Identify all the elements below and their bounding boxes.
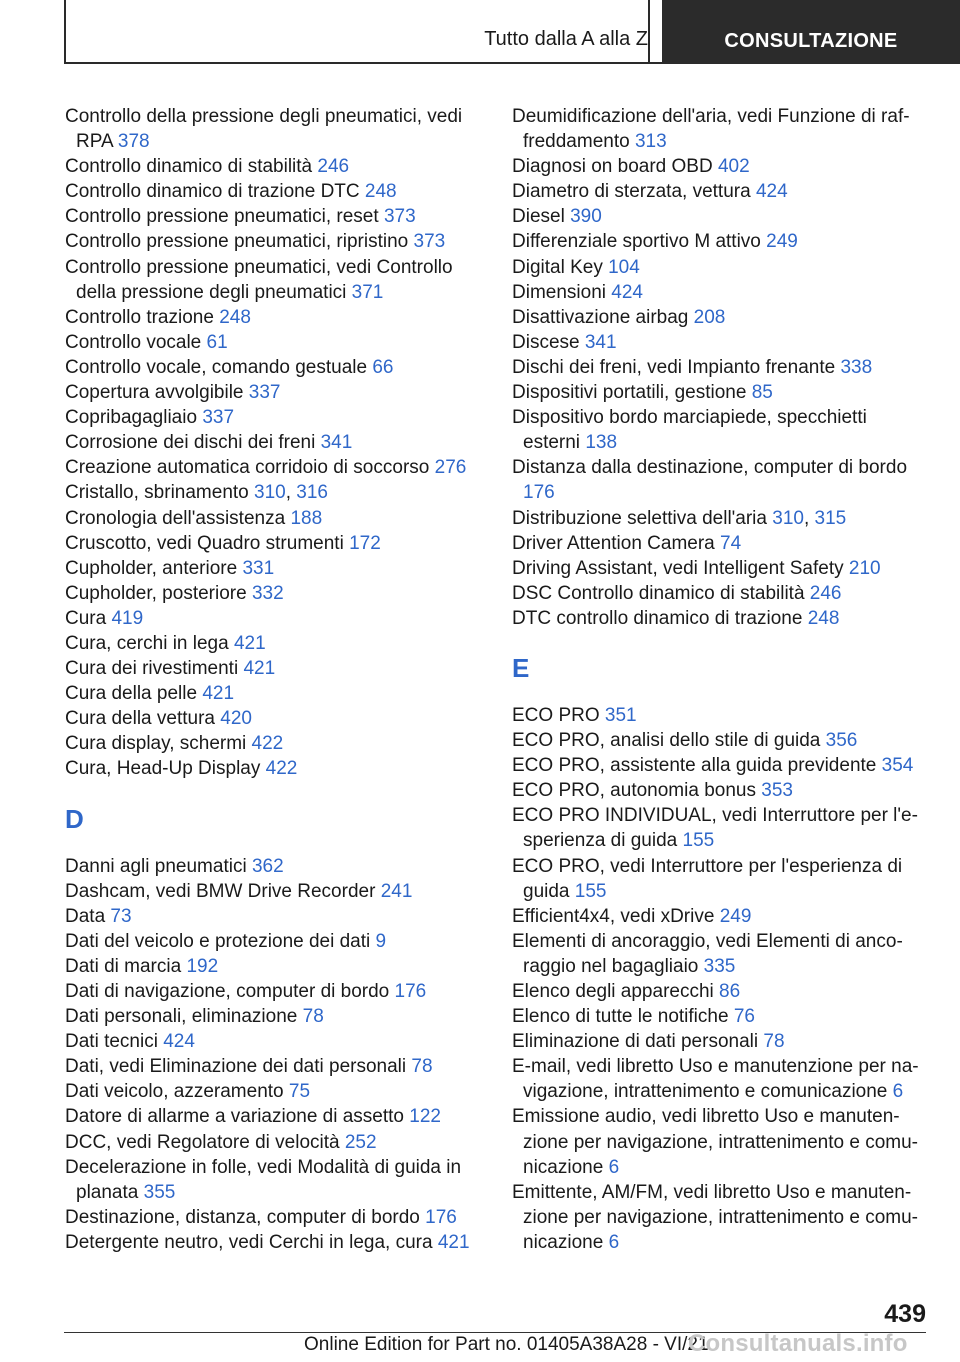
index-entry-text: Cura della pelle — [65, 683, 198, 705]
page-reference-link[interactable]: 249 — [719, 905, 752, 927]
index-entry-text: Cura, cerchi in lega — [65, 632, 229, 654]
index-entry — [65, 954, 475, 979]
index-entry-text: Driving Assistant, vedi Intelligent Safety — [512, 557, 844, 579]
page-reference-link[interactable]: 176 — [394, 981, 427, 1002]
index-entry-text: Destinazione, distanza, computer di bordo — [65, 1206, 420, 1228]
index-entry — [512, 728, 922, 753]
index-entry — [65, 556, 475, 581]
page-reference-link[interactable]: 341 — [584, 331, 617, 353]
index-entry — [65, 255, 475, 305]
page-reference-link[interactable]: 421 — [243, 658, 276, 680]
index-entry-text: Disattivazione airbag — [512, 306, 689, 328]
index-entry — [65, 455, 475, 480]
index-entry-text: Cura della vettura — [65, 708, 215, 730]
index-entry-text: Cronologia dell'assistenza — [65, 507, 286, 529]
index-entry — [65, 706, 475, 731]
index-entry — [512, 280, 922, 305]
index-entry-text: Diesel — [512, 206, 565, 228]
page-reference-link[interactable]: 422 — [265, 758, 298, 780]
index-entry-text: Datore di allarme a variazione di assetto — [65, 1106, 405, 1128]
section-title: Tutto dalla A alla Z — [484, 28, 648, 50]
index-entry-text: Controllo dinamico di stabilità — [65, 156, 313, 178]
index-entry-text: Differenziale sportivo M attivo — [512, 231, 761, 253]
index-entry-text: E-mail, vedi libretto Uso e manutenzione per na-vigazione, intrattenimento e comunicazione — [512, 1056, 919, 1103]
page-reference-link[interactable]: 373 — [413, 231, 446, 253]
index-entry-text: Emittente, AM/FM, vedi libretto Uso e manuten-zione per navigazione, intrattenimento e comu-nicazione — [512, 1181, 919, 1253]
index-entry — [65, 731, 475, 756]
index-entry — [512, 904, 922, 929]
index-entry — [65, 1205, 475, 1230]
page-reference-link[interactable]: 155 — [574, 880, 607, 902]
page-reference-link[interactable]: 341 — [320, 432, 353, 454]
index-entry-text: Cura display, schermi — [65, 733, 247, 755]
page-reference-link[interactable]: 6 — [608, 1156, 620, 1178]
index-entry-text: ECO PRO INDIVIDUAL, vedi Interruttore per l'e-sperienza di guida — [512, 805, 918, 852]
index-entry — [65, 405, 475, 430]
page-reference-link[interactable]: 241 — [380, 880, 413, 902]
index-entry — [512, 1104, 922, 1179]
index-entry — [65, 1004, 475, 1029]
index-entry — [65, 154, 475, 179]
page-reference-link[interactable]: 86 — [719, 981, 741, 1002]
index-entry — [512, 1029, 922, 1054]
index-entry — [65, 229, 475, 254]
page-reference-link[interactable]: 208 — [693, 306, 726, 328]
index-entry-text: Controllo della pressione degli pneumatici, vedi RPA — [65, 106, 463, 153]
page-reference-link[interactable]: 66 — [372, 356, 394, 378]
index-column-right — [512, 104, 922, 1255]
index-entry — [65, 1029, 475, 1054]
page-number: 439 — [884, 1300, 926, 1328]
page-reference-link[interactable]: 421 — [437, 1231, 470, 1253]
page-reference-link[interactable]: 378 — [117, 131, 150, 153]
index-entry-text: Dati del veicolo e protezione dei dati — [65, 930, 371, 952]
page-reference-link[interactable]: 172 — [349, 532, 381, 554]
page-reference-link[interactable]: 332 — [251, 582, 284, 604]
index-entry — [512, 255, 922, 280]
page-reference-link[interactable]: 424 — [611, 281, 643, 303]
index-entry — [512, 1004, 922, 1029]
index-entry-text: Deumidificazione dell'aria, vedi Funzione di raf-freddamento — [512, 106, 910, 153]
index-entry — [65, 204, 475, 229]
index-entry — [512, 330, 922, 355]
index-entry-text: Danni agli pneumatici — [65, 855, 247, 877]
index-letter-heading: E — [512, 652, 530, 683]
index-entry — [512, 606, 922, 631]
index-entry — [512, 929, 922, 979]
index-entry — [65, 1079, 475, 1104]
page-reference-link[interactable]: 61 — [206, 331, 228, 353]
index-entry — [512, 204, 922, 229]
index-entry-text: Controllo dinamico di trazione DTC — [65, 181, 360, 203]
page-reference-link[interactable]: 315 — [814, 507, 847, 529]
index-entry-text: Distanza dalla destinazione, computer di bordo — [512, 457, 908, 479]
page-reference-link[interactable]: 248 — [364, 181, 397, 203]
index-entry — [512, 1054, 922, 1104]
index-entry — [512, 305, 922, 330]
page-reference-link[interactable]: 248 — [219, 306, 251, 328]
index-entry — [512, 455, 922, 505]
page-reference-link[interactable]: 337 — [248, 382, 281, 404]
page-reference-link[interactable]: 9 — [375, 930, 387, 952]
index-entry-text: ECO PRO — [512, 704, 600, 726]
index-entry — [65, 904, 475, 929]
index-entry — [512, 753, 922, 778]
index-entry — [512, 703, 922, 728]
page-reference-link[interactable]: 421 — [233, 632, 266, 654]
index-entry — [512, 531, 922, 556]
index-entry — [65, 330, 475, 355]
index-entry-text: Controllo pressione pneumatici, vedi Controllo della pressione degli pneumatici — [65, 256, 453, 303]
index-entry — [65, 1230, 475, 1255]
index-entry: Cristallo, sbrinamento 310, 316 — [65, 482, 328, 504]
header-divider — [648, 0, 650, 64]
index-entry-text: Decelerazione in folle, vedi Modalità di guida in planata — [65, 1156, 462, 1203]
chapter-tab — [662, 0, 960, 64]
index-entry-text: ECO PRO, analisi dello stile di guida — [512, 730, 821, 752]
index-entry-text: Dati, vedi Eliminazione dei dati personali — [65, 1056, 407, 1078]
index-entry-text: Controllo vocale, comando gestuale — [65, 356, 368, 378]
page-reference-link[interactable]: 252 — [344, 1131, 377, 1153]
index-entry — [65, 879, 475, 904]
page-reference-link[interactable]: 6 — [608, 1231, 620, 1253]
page-reference-link[interactable]: 246 — [317, 156, 350, 178]
page-reference-link[interactable]: 422 — [251, 733, 284, 755]
page-reference-link[interactable]: 249 — [766, 231, 798, 253]
index-column-left — [65, 104, 475, 1255]
index-entry-text: DSC Controllo dinamico di stabilità — [512, 582, 805, 604]
index-entry-text: Corrosione dei dischi dei freni — [65, 432, 316, 454]
index-entry — [65, 506, 475, 531]
page-reference-link[interactable]: 78 — [411, 1056, 433, 1078]
page-reference-link[interactable]: 420 — [220, 708, 252, 730]
page-reference-link[interactable]: 248 — [807, 607, 840, 629]
index-entry — [512, 229, 922, 254]
page-reference-link[interactable]: 355 — [143, 1181, 176, 1203]
index-entry — [65, 929, 475, 954]
page-reference-link[interactable]: 104 — [608, 256, 640, 278]
index-entry-text: Dispositivo bordo marciapiede, specchietti esterni — [512, 407, 867, 454]
page-reference-link[interactable]: 75 — [288, 1081, 311, 1103]
index-entry-text: Elenco degli apparecchi — [512, 981, 714, 1002]
index-entry — [512, 179, 922, 204]
index-entry-text: Dati personali, eliminazione — [65, 1006, 298, 1028]
index-entry — [65, 531, 475, 556]
index-entry-text: Cura dei rivestimenti — [65, 658, 239, 680]
index-entry — [65, 1054, 475, 1079]
index-entry-text: Controllo pressione pneumatici, ripristino — [65, 231, 409, 253]
chapter-tab-label: CONSULTAZIONE — [724, 29, 898, 52]
index-entry — [65, 854, 475, 879]
page-reference-link[interactable]: 424 — [163, 1031, 195, 1053]
index-entry-text: Digital Key — [512, 256, 603, 278]
index-entry — [65, 756, 475, 781]
index-entry-text: Dati tecnici — [65, 1031, 158, 1053]
index-entry — [512, 979, 922, 1004]
index-entry — [65, 430, 475, 455]
index-entry-text: Cura, Head-Up Display — [65, 758, 261, 780]
index-entry — [512, 104, 922, 154]
page-reference-link[interactable]: 390 — [570, 206, 602, 228]
page-reference-link[interactable]: 310 — [254, 482, 286, 504]
index-entry-text: Dati di marcia — [65, 955, 182, 977]
index-entry — [65, 1155, 475, 1205]
index-entry-text: Cruscotto, vedi Quadro strumenti — [65, 532, 344, 554]
index-entry-text: ECO PRO, autonomia bonus — [512, 780, 756, 802]
index-entry — [512, 154, 922, 179]
page-reference-link[interactable]: 421 — [202, 683, 235, 705]
index-entry-text: Cupholder, anteriore — [65, 557, 238, 579]
page-reference-link[interactable]: 338 — [840, 356, 873, 378]
index-entry-text: Creazione automatica corridoio di soccorso — [65, 457, 430, 479]
page-reference-link[interactable]: 353 — [761, 780, 793, 802]
index-entry — [65, 1104, 475, 1129]
index-entry-text: DTC controllo dinamico di trazione — [512, 607, 803, 629]
page-reference-link[interactable]: 316 — [296, 482, 328, 504]
index-entry — [512, 1180, 922, 1255]
page-reference-link[interactable]: 356 — [825, 730, 858, 752]
page-reference-link[interactable]: 310 — [772, 507, 804, 529]
page-reference-link[interactable]: 85 — [751, 382, 773, 404]
index-entry — [65, 179, 475, 204]
index-entry — [512, 581, 922, 606]
page-reference-link[interactable]: 76 — [733, 1006, 755, 1028]
page-reference-link[interactable]: 373 — [383, 206, 416, 228]
index-entry — [512, 380, 922, 405]
index-entry-text: Controllo vocale — [65, 331, 202, 353]
page-reference-link[interactable]: 351 — [604, 704, 637, 726]
index-entry-text: Dati di navigazione, computer di bordo — [65, 981, 390, 1002]
index-entry-text: Data — [65, 905, 106, 927]
page-reference-link[interactable]: 192 — [186, 955, 219, 977]
index-entry-text: Emissione audio, vedi libretto Uso e manuten-zione per navigazione, intrattenimento e comu-nicazione — [512, 1106, 919, 1178]
page-reference-link[interactable]: 210 — [848, 557, 881, 579]
page-reference-link[interactable]: 188 — [290, 507, 323, 529]
index-entry — [65, 355, 475, 380]
index-entry-text: Copribagagliaio — [65, 407, 198, 429]
index-letter-heading: D — [65, 803, 84, 834]
index-entry — [512, 355, 922, 380]
index-entry-text: Diagnosi on board OBD — [512, 156, 713, 178]
page-reference-link[interactable]: 74 — [720, 532, 742, 554]
index-entry — [65, 581, 475, 606]
index-entry — [512, 854, 922, 904]
edition-note: Online Edition for Part no. 01405A38A28 - VI/21 — [304, 1334, 709, 1355]
page-reference-link[interactable]: 78 — [302, 1006, 324, 1028]
page-reference-link[interactable]: 424 — [755, 181, 788, 203]
index-entry-text: Elenco di tutte le notifiche — [512, 1006, 729, 1028]
index-entry-text: Controllo pressione pneumatici, reset — [65, 206, 379, 228]
page-reference-link[interactable]: 337 — [202, 407, 235, 429]
page-reference-link[interactable]: 331 — [242, 557, 275, 579]
index-entry-text: Detergente neutro, vedi Cerchi in lega, cura — [65, 1231, 433, 1253]
index-entry — [65, 631, 475, 656]
index-entry — [512, 778, 922, 803]
page-reference-link[interactable]: 371 — [351, 281, 384, 303]
index-entry-text: ECO PRO, assistente alla guida previdente — [512, 755, 877, 777]
index-entry-text: Dispositivi portatili, gestione — [512, 382, 747, 404]
index-entry — [65, 1130, 475, 1155]
index-entry-text: Diametro di sterzata, vettura — [512, 181, 751, 203]
index-entry-text: Eliminazione di dati personali — [512, 1031, 759, 1053]
index-entry-text: Elementi di ancoraggio, vedi Elementi di anco-raggio nel bagagliaio — [512, 930, 903, 977]
index-entry-text: Dimensioni — [512, 281, 606, 303]
index-entry — [512, 803, 922, 853]
page-reference-link[interactable]: 138 — [585, 432, 618, 454]
index-entry — [65, 656, 475, 681]
index-entry-text: Discese — [512, 331, 580, 353]
index-entry-text: Cupholder, posteriore — [65, 582, 247, 604]
page-reference-link[interactable]: 402 — [717, 156, 750, 178]
index-entry-text: Cristallo, sbrinamento — [65, 482, 249, 504]
page-reference-link[interactable]: 246 — [809, 582, 842, 604]
index-entry-text: Dashcam, vedi BMW Drive Recorder — [65, 880, 376, 902]
index-entry — [65, 104, 475, 154]
page-reference-link[interactable]: 122 — [409, 1106, 441, 1128]
index-entry — [65, 979, 475, 1004]
page-reference-link[interactable]: 176 — [523, 482, 555, 504]
index-entry — [65, 380, 475, 405]
page-reference-link[interactable]: 335 — [703, 955, 736, 977]
index-entry — [65, 305, 475, 330]
index-entry-text: Distribuzione selettiva dell'aria — [512, 507, 767, 529]
page-reference-link[interactable]: 6 — [892, 1081, 904, 1103]
page-reference-link[interactable]: 155 — [682, 830, 715, 852]
watermark: Consultanuals.info — [688, 1330, 908, 1357]
page-reference-link[interactable]: 362 — [251, 855, 284, 877]
index-entry-text: DCC, vedi Regolatore di velocità — [65, 1131, 340, 1153]
index-entry-text: Cura — [65, 607, 107, 629]
page-reference-link[interactable]: 419 — [111, 607, 144, 629]
index-entry-text: Dischi dei freni, vedi Impianto frenante — [512, 356, 836, 378]
page-reference-link[interactable]: 78 — [763, 1031, 785, 1053]
index-entry-text: Efficient4x4, vedi xDrive — [512, 905, 715, 927]
page-reference-link[interactable]: 354 — [881, 755, 914, 777]
index-entry-text: Copertura avvolgibile — [65, 382, 244, 404]
index-entry — [512, 556, 922, 581]
index-entry — [65, 606, 475, 631]
index-entry-text: ECO PRO, vedi Interruttore per l'esperienza di guida — [512, 855, 903, 902]
page-reference-link[interactable]: 176 — [425, 1206, 457, 1228]
index-entry-text: Controllo trazione — [65, 306, 214, 328]
index-entry-text: Driver Attention Camera — [512, 532, 715, 554]
index-entry-text: Dati veicolo, azzeramento — [65, 1081, 284, 1103]
page-reference-link[interactable]: 313 — [634, 131, 667, 153]
page-reference-link[interactable]: 73 — [110, 905, 132, 927]
page-reference-link[interactable]: 276 — [434, 457, 467, 479]
index-entry — [512, 405, 922, 455]
index-entry — [65, 681, 475, 706]
index-entry: Distribuzione selettiva dell'aria 310, 315 — [512, 507, 847, 529]
